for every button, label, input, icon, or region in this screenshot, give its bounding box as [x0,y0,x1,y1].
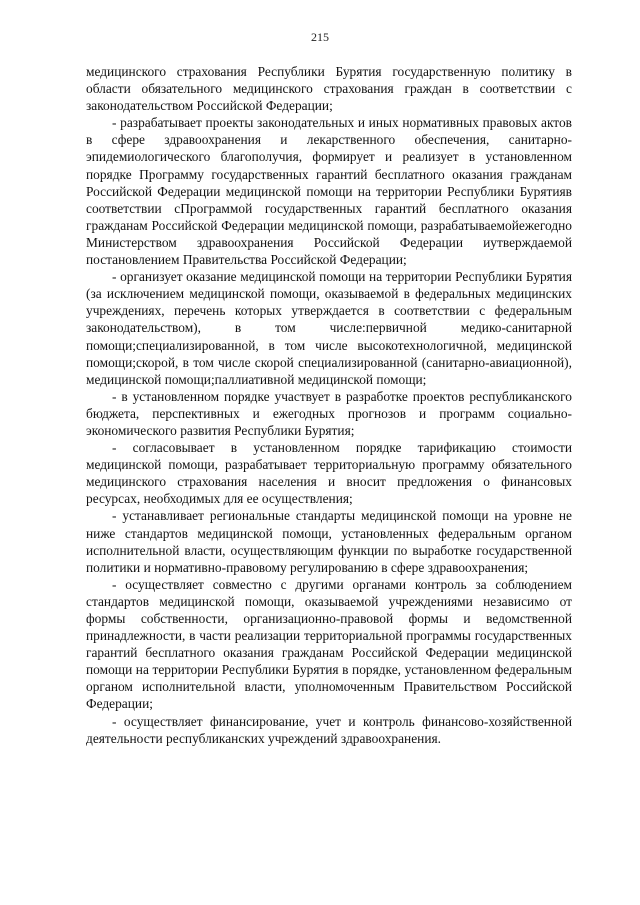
paragraph-item: - осуществляет финансирование, учет и контроль финансово-хозяйственной деятельности республиканских учреждений здравоохранения. [86,713,572,746]
page-number: 215 [311,30,329,44]
paragraph-item: - организует оказание медицинской помощи на территории Республики Бурятия (за исключением медицинской помощи, оказываемой в федеральных медицинских учреждениях, перечень которых утверждается в соответствии с федеральным законодательством), в том числе:первичной медико-санитарной помощи;специализированной, в том числе высокотехнологичной, медицинской помощи;скорой, в том числе скорой специализированной (санитарно-авиационной), медицинской помощи;паллиативной медицинской помощи; [86,269,572,387]
paragraph-item: - осуществляет совместно с другими органами контроль за соблюдением стандартов медицинской помощи, оказываемой учреждениями независимо от формы собственности, организационно-правовой формы и ведомственной принадлежности, в части реализации территориальной программы государственных гарантий бесплатного оказания гражданам Российской Федерации медицинской помощи на территории Республики Бурятия в порядке, установленном федеральным органом исполнительной власти, уполномоченным Правительством Российской Федерации; [86,576,572,712]
paragraph-continuation: медицинского страхования Республики Бурятия государственную политику в области обязательного медицинского страхования граждан в соответствии с законодательством Российской Федерации; [86,64,572,114]
paragraph-item: - согласовывает в установленном порядке тарификацию стоимости медицинской помощи, разрабатывает территориальную программу обязательного медицинского страхования населения и вносит предложения о финансовых ресурсах, необходимых для ее осуществления; [86,440,572,507]
paragraph-item: - устанавливает региональные стандарты медицинской помощи на уровне не ниже стандартов медицинской помощи, установленных федеральным органом исполнительной власти, осуществляющим функции по выработке государственной политики и нормативно-правовому регулированию в сфере здравоохранения; [86,508,572,575]
paragraph-item: - в установленном порядке участвует в разработке проектов республиканского бюджета, перспективных и ежегодных прогнозов и программ социально-экономического развития Республики Бурятия; [86,388,572,438]
body-text [86,63,572,747]
paragraph-item: - разрабатывает проекты законодательных и иных нормативных правовых актов в сфере здравоохранения и лекарственного обеспечения, санитарно-эпидемиологического благополучия, формирует и реализует в установленном порядке Программу государственных гарантий бесплатного оказания гражданам Российской Федерации медицинской помощи на территории Республики Бурятияв соответствии сПрограммой государственных гарантий бесплатного оказания гражданам Российской Федерации медицинской помощи, разрабатываемойежегодно Министерством здравоохранения Российской Федерации иутверждаемой постановлением Правительства Российской Федерации; [86,115,572,268]
